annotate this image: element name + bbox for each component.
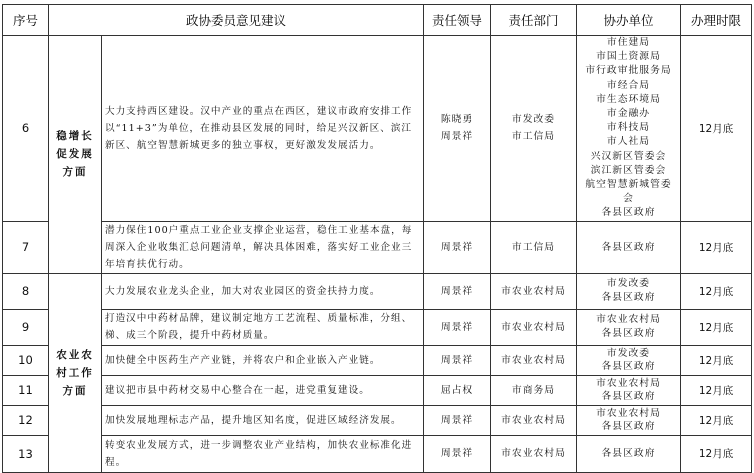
assist-cell (577, 375, 681, 405)
row-number: 9 (3, 309, 49, 345)
leader-name: 周景祥 (424, 345, 491, 375)
assist-unit: 市经合局 (606, 79, 651, 91)
suggestion-text: 加快发展地理标志产品，提升地区知名度，促进区域经济发展。 (102, 405, 424, 435)
row-number: 10 (3, 345, 49, 375)
suggestion-text: 建议把市县中药材交易中心整合在一起，进党重复建设。 (102, 375, 424, 405)
assist-unit: 市人社局 (606, 136, 651, 148)
assist-unit: 各县区政府 (601, 361, 656, 373)
assist-unit: 各县区政府 (577, 435, 681, 472)
deadline-cell: 12月底 (681, 405, 752, 435)
assist-cell (577, 36, 681, 222)
table-row (3, 435, 752, 472)
category-cell (49, 273, 102, 472)
assist-cell (577, 309, 681, 345)
dept-name: 市工信局 (511, 131, 556, 143)
leader-name: 屈占权 (424, 375, 491, 405)
assist-cell (577, 345, 681, 375)
table-row (3, 375, 752, 405)
category-cell: 稳增长促发展方面 (49, 36, 102, 274)
suggestion-text: 大力发展农业龙头企业，加大对农业园区的资金扶持力度。 (102, 273, 424, 309)
assist-unit: 市生态环境局 (596, 93, 661, 105)
suggestion-text: 打造汉中中药材品牌，建议制定地方工艺流程、质量标准，分组、梯、成三个阶段，提升中药材质量。 (102, 309, 424, 345)
assist-unit: 各县区政府 (577, 221, 681, 273)
assist-unit: 市国土资源局 (596, 51, 661, 63)
suggestion-text: 加快健全中医药生产产业链，并将农户和企业嵌入产业链。 (102, 345, 424, 375)
assist-unit: 市住建局 (606, 37, 651, 48)
assist-unit: 各县区政府 (601, 421, 656, 433)
category-label: 农业农村工作方面 (56, 348, 94, 397)
deadline-cell: 12月底 (681, 273, 752, 309)
table-row (3, 36, 752, 222)
row-number: 13 (3, 435, 49, 472)
assist-cell (577, 405, 681, 435)
assist-unit: 滨江新区管委会 (590, 164, 667, 176)
dept-name: 市发改委 (511, 114, 556, 126)
table-row (3, 345, 752, 375)
dept-name: 市商务局 (491, 375, 577, 405)
row-number: 7 (3, 221, 49, 273)
deadline-cell: 12月底 (681, 36, 752, 222)
assist-unit: 市发改委 (606, 348, 651, 360)
header-leader: 责任领导 (424, 5, 491, 36)
suggestion-text: 潜力保住100户重点工业企业支撑企业运营，稳住工业基本盘，每周深入企业收集汇总问题清单，解决具体困难，落实好工业企业三年培育扶优行动。 (102, 221, 424, 273)
suggestion-text: 大力支持西区建设。汉中产业的重点在西区，建议市政府安排工作以“11+3”为单位，在推动县区发展的同时，给足兴汉新区、滨江新区、航空智慧新城更多的独立事权，更好激发发展活力。 (102, 36, 424, 222)
header-dept: 责任部门 (491, 5, 577, 36)
leader-name: 周景祥 (424, 435, 491, 472)
header-suggestion: 政协委员意见建议 (49, 5, 424, 36)
table-row (3, 221, 752, 273)
deadline-cell: 12月底 (681, 309, 752, 345)
assist-unit: 市农业农村局 (596, 314, 661, 326)
assist-unit: 市科技局 (606, 122, 651, 134)
assist-unit: 各县区政府 (601, 328, 656, 340)
assist-cell (577, 273, 681, 309)
row-number: 6 (3, 36, 49, 222)
table-row (3, 405, 752, 435)
suggestion-text: 转变农业发展方式，进一步调整农业产业结构，加快农业标准化进程。 (102, 435, 424, 472)
assist-unit: 市发改委 (606, 278, 651, 290)
deadline-cell: 12月底 (681, 345, 752, 375)
dept-name: 市农业农村局 (491, 345, 577, 375)
dept-name: 市农业农村局 (491, 405, 577, 435)
leader-name: 周景祥 (424, 273, 491, 309)
leader-name: 周景祥 (424, 221, 491, 273)
assist-unit: 各县区政府 (601, 391, 656, 403)
dept-name: 市农业农村局 (491, 273, 577, 309)
table-header-row (3, 5, 752, 36)
assist-unit: 市农业农村局 (596, 408, 661, 420)
dept-name: 市农业农村局 (491, 435, 577, 472)
dept-name: 市工信局 (491, 221, 577, 273)
deadline-cell: 12月底 (681, 221, 752, 273)
row-number: 12 (3, 405, 49, 435)
table-row (3, 309, 752, 345)
assist-unit: 兴汉新区管委会 (590, 150, 667, 162)
assist-unit: 航空智慧新城管委会 (585, 179, 672, 205)
row-number: 8 (3, 273, 49, 309)
header-time: 办理时限 (681, 5, 752, 36)
leader-cell (424, 36, 491, 222)
header-assist: 协办单位 (577, 5, 681, 36)
leader-name: 周景祥 (424, 309, 491, 345)
leader-name: 周景祥 (440, 131, 474, 143)
assist-unit: 各县区政府 (601, 292, 656, 304)
table-row (3, 273, 752, 309)
header-no: 序号 (3, 5, 49, 36)
dept-cell (491, 36, 577, 222)
assist-unit: 市农业农村局 (596, 378, 661, 390)
row-number: 11 (3, 375, 49, 405)
deadline-cell: 12月底 (681, 375, 752, 405)
leader-name: 陈晓勇 (440, 114, 474, 126)
suggestion-table (2, 4, 752, 473)
dept-name: 市农业农村局 (491, 309, 577, 345)
assist-unit: 各县区政府 (601, 207, 656, 219)
assist-unit: 市行政审批服务局 (585, 65, 672, 77)
assist-unit: 市金融办 (606, 108, 651, 120)
deadline-cell: 12月底 (681, 435, 752, 472)
leader-name: 周景祥 (424, 405, 491, 435)
